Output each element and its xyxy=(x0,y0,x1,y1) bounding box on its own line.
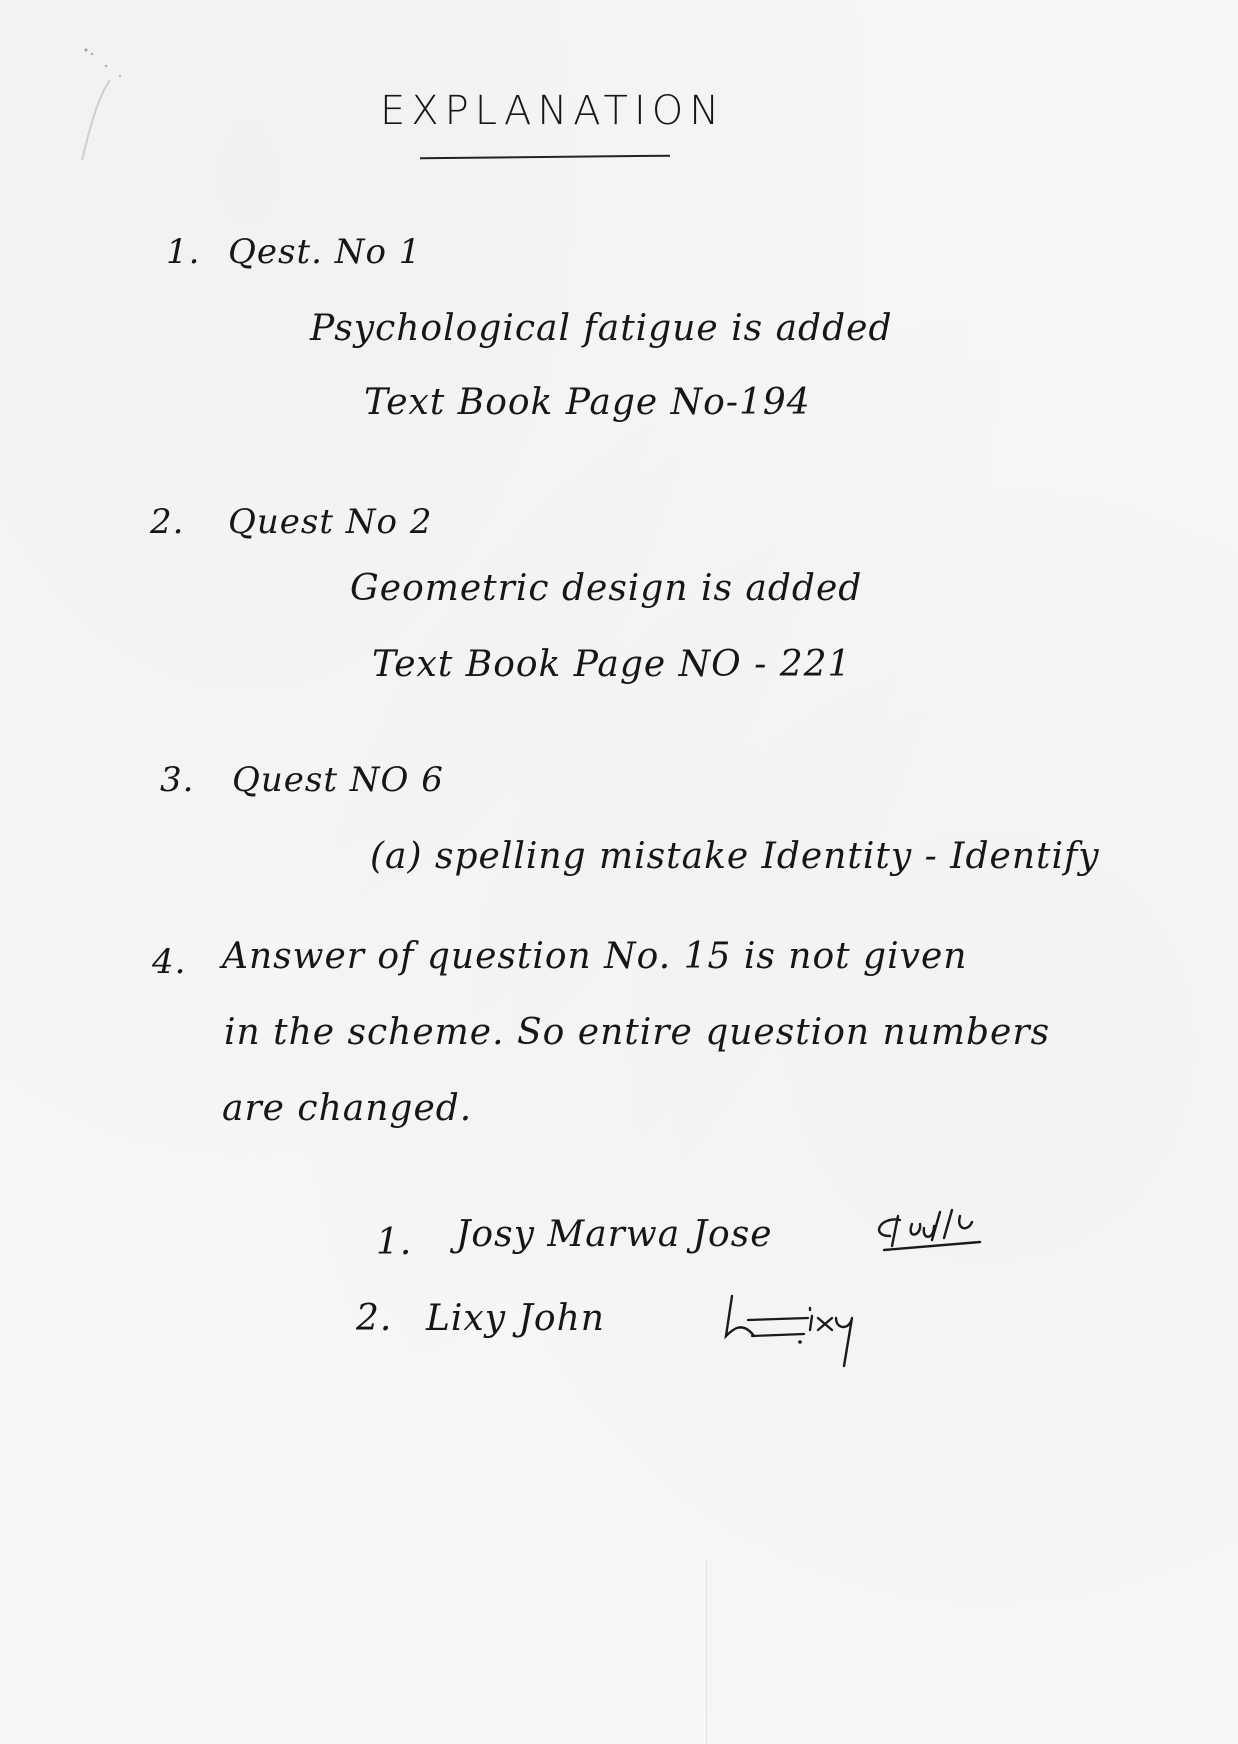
signature-2-image xyxy=(718,1290,888,1370)
item-3-number: 3. xyxy=(160,760,195,800)
item-3-line-1: (a) spelling mistake Identity - Identify xyxy=(370,836,1100,877)
page-title: EXPLANATION xyxy=(380,88,726,134)
item-1-line-2: Text Book Page No-194 xyxy=(364,382,811,423)
item-3-heading: Quest NO 6 xyxy=(232,760,444,800)
signatory-2-name: Lixy John xyxy=(426,1298,605,1339)
signatory-2-number: 2. xyxy=(356,1298,393,1339)
item-4-line-1: Answer of question No. 15 is not given xyxy=(222,936,968,977)
item-4-line-2: in the scheme. So entire question numbers xyxy=(224,1012,1051,1053)
item-4-line-3: are changed. xyxy=(222,1088,473,1129)
item-2-line-1: Geometric design is added xyxy=(350,568,863,609)
item-1-number: 1. xyxy=(166,232,201,272)
signatory-1-number: 1. xyxy=(376,1222,413,1263)
item-1-heading: Qest. No 1 xyxy=(228,232,422,272)
scan-smudge xyxy=(40,40,150,160)
paper-fold-line xyxy=(706,1560,707,1744)
item-4-number: 4. xyxy=(152,942,187,982)
item-2-heading: Quest No 2 xyxy=(228,502,433,542)
signatory-1-name: Josy Marwa Jose xyxy=(456,1214,773,1255)
signature-1-image xyxy=(860,1206,990,1266)
item-2-number: 2. xyxy=(150,502,185,542)
title-underline xyxy=(420,155,670,160)
item-1-line-1: Psychological fatigue is added xyxy=(310,308,893,349)
item-2-line-2: Text Book Page NO - 221 xyxy=(372,644,852,685)
